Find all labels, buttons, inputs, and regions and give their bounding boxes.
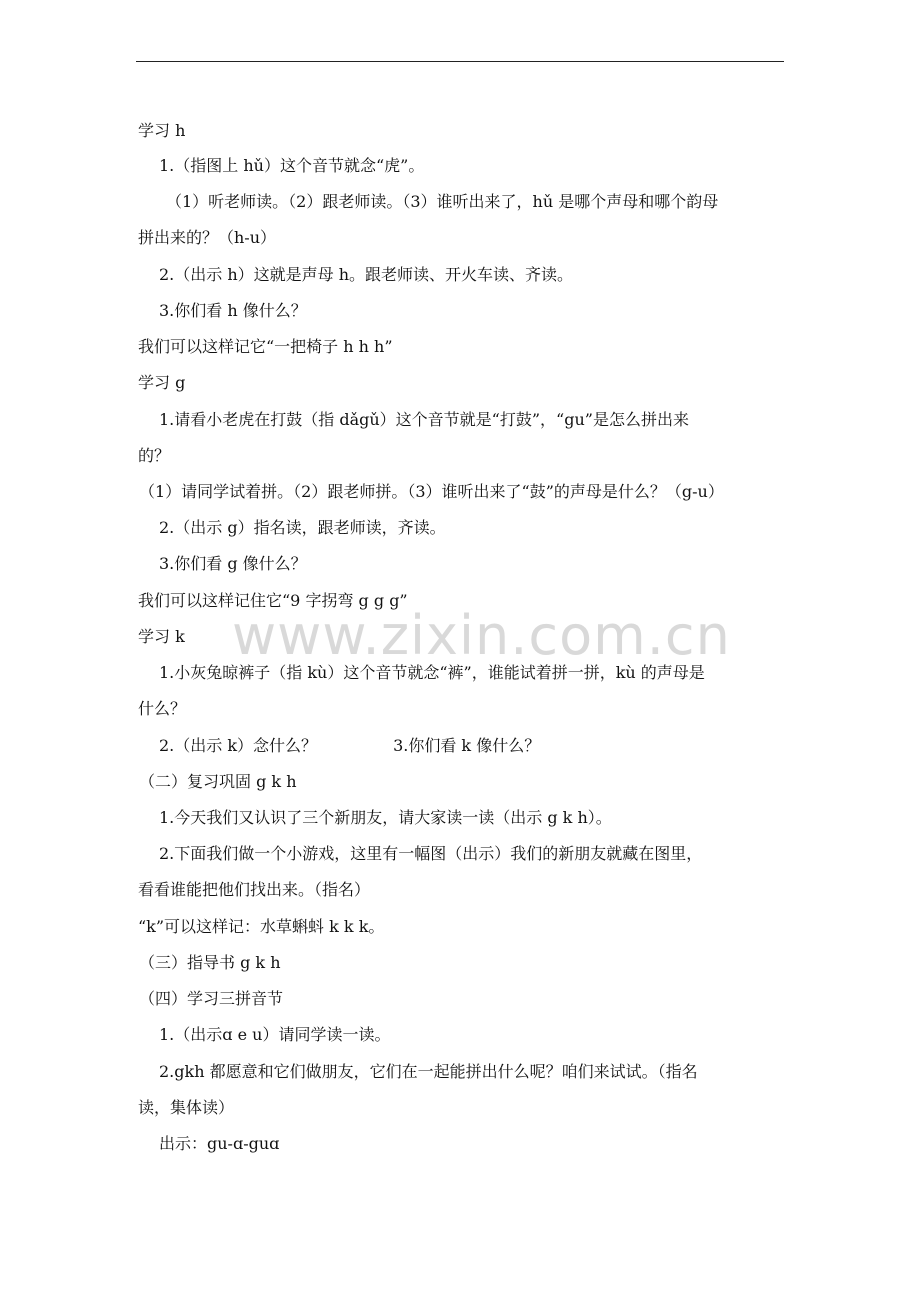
paragraph: 读，集体读） [138, 1098, 235, 1117]
paragraph: “k”可以这样记：水草蝌蚪 k k k。 [138, 917, 385, 936]
paragraph: 我们可以这样记它“一把椅子 h h h” [138, 337, 393, 356]
heading-learn-g: 学习 g [138, 373, 186, 392]
heading-learn-h: 学习 h [138, 121, 186, 140]
section-heading: （四）学习三拼音节 [139, 989, 284, 1008]
paragraph-part: 3.你们看 k 像什么？ [393, 736, 541, 755]
paragraph: 1.小灰兔晾裤子（指 kù）这个音节就念“裤”，谁能试着拼一拼，kù 的声母是 [159, 663, 705, 682]
paragraph: 1.（指图上 hǔ）这个音节就念“虎”。 [159, 156, 425, 175]
paragraph: 1.今天我们又认识了三个新朋友，请大家读一读（出示 g k h）。 [159, 808, 612, 827]
paragraph: 出示：gu-ɑ-guɑ [159, 1134, 280, 1153]
watermark: www.zixin.com.cn [232, 604, 731, 667]
paragraph: 2.（出示 g）指名读，跟老师读，齐读。 [159, 518, 446, 537]
paragraph: 看看谁能把他们找出来。（指名） [138, 880, 371, 899]
paragraph: 2.gkh 都愿意和它们做朋友，它们在一起能拼出什么呢？咱们来试试。（指名 [159, 1062, 698, 1081]
paragraph: （1）请同学试着拼。（2）跟老师拼。（3）谁听出来了“鼓”的声母是什么？（g-u） [139, 482, 724, 501]
section-heading: （二）复习巩固 g k h [139, 772, 297, 791]
paragraph: 1.请看小老虎在打鼓（指 dǎgǔ）这个音节就是“打鼓”，“gu”是怎么拼出来 [159, 410, 689, 429]
paragraph-part: 2.（出示 k）念什么？ [159, 736, 318, 755]
paragraph: 1.（出示ɑ e u）请同学读一读。 [159, 1025, 391, 1044]
paragraph: 什么？ [138, 699, 187, 718]
paragraph: 2.下面我们做一个小游戏，这里有一幅图（出示）我们的新朋友就藏在图里， [159, 844, 703, 863]
paragraph: 2.（出示 h）这就是声母 h。跟老师读、开火车读、齐读。 [159, 265, 574, 284]
heading-learn-k: 学习 k [138, 627, 185, 646]
section-heading: （三）指导书 g k h [139, 953, 281, 972]
paragraph [159, 736, 540, 756]
paragraph: 我们可以这样记住它“9 字拐弯 g g g” [138, 591, 408, 610]
paragraph: （1）听老师读。（2）跟老师读。（3）谁听出来了，hǔ 是哪个声母和哪个韵母 [166, 192, 719, 211]
paragraph: 拼出来的？（h-u） [138, 228, 277, 247]
header-rule [136, 61, 784, 62]
paragraph: 的？ [138, 446, 171, 465]
paragraph: 3.你们看 g 像什么？ [159, 554, 307, 573]
paragraph: 3.你们看 h 像什么？ [159, 301, 307, 320]
